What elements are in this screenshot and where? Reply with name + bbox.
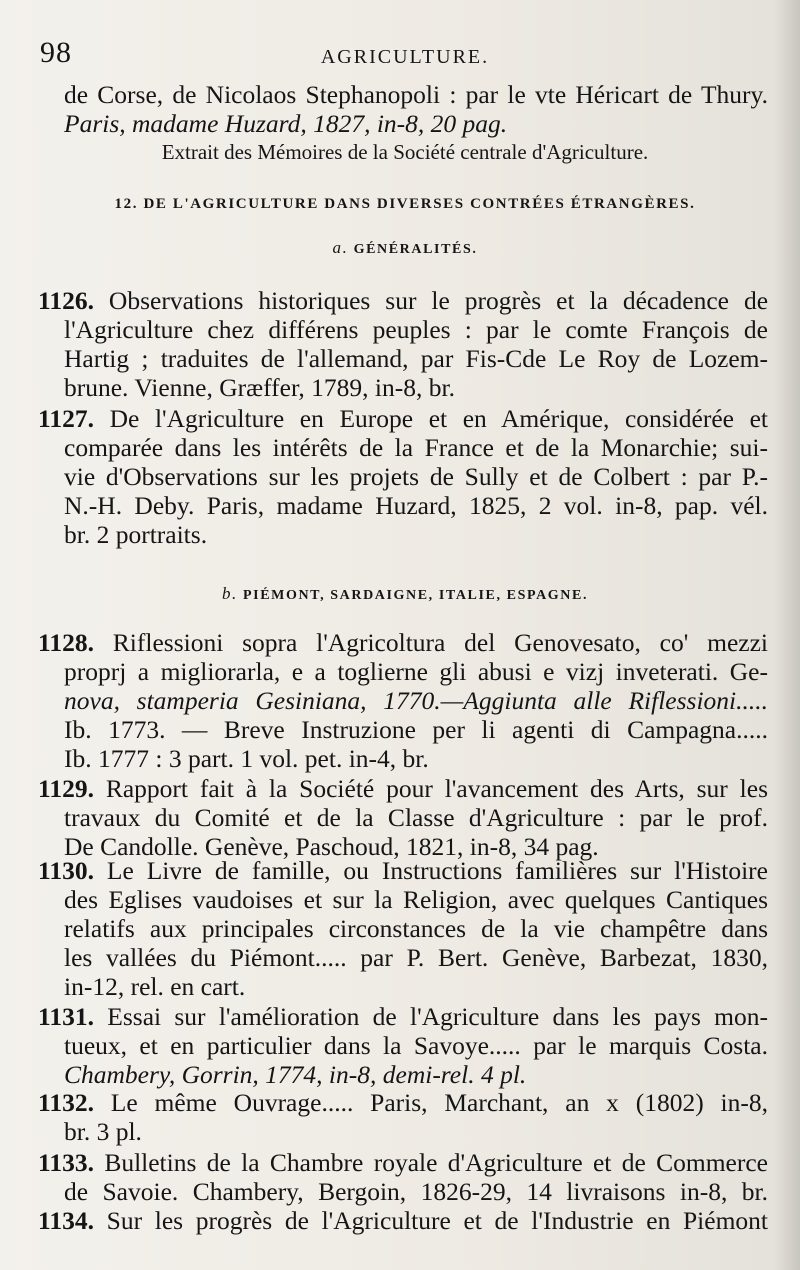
entry-line: De l'Agriculture en Europe et en Amérique, considérée et xyxy=(109,404,768,433)
entry-line: Chambery, Gorrin, 1774, in-8, demi-rel. 4 pl. xyxy=(64,1060,527,1089)
section-title: 12. DE L'AGRICULTURE DANS DIVERSES CONTRÉES ÉTRANGÈRES. xyxy=(114,196,696,212)
entry-line: tueux, et en particulier dans la Savoye..... par le marquis Costa. xyxy=(64,1031,768,1060)
subsection-title: GÉNÉRALITÉS. xyxy=(353,242,478,257)
subsection-letter: a. xyxy=(332,238,349,257)
entry-number: 1133. xyxy=(38,1148,94,1177)
running-title: AGRICULTURE. xyxy=(320,46,490,68)
entry-number: 1131. xyxy=(38,1002,94,1031)
subsection-b-heading xyxy=(40,584,770,604)
entry-number: 1129. xyxy=(38,774,94,803)
entry-1131 xyxy=(38,1002,768,1089)
entry-1132 xyxy=(38,1088,768,1146)
entry-1134 xyxy=(38,1206,768,1235)
carryover-line: Paris, madame Huzard, 1827, in-8, 20 pag. xyxy=(64,109,508,138)
entry-line: l'Agriculture chez différens peuples : par le comte François de xyxy=(64,315,768,344)
entry-1128 xyxy=(38,628,768,773)
entry-1127 xyxy=(38,404,768,549)
page-header xyxy=(40,36,770,76)
entry-number: 1132. xyxy=(38,1088,94,1117)
entry-line: Ib. 1773. — Breve Instruzione per li agenti di Campagna..... xyxy=(64,715,768,744)
carryover-line: de Corse, de Nicolaos Stephanopoli : par le vte Héricart de Thury. xyxy=(64,80,768,109)
page-edge-shadow xyxy=(774,0,800,1270)
entry-line: br. 3 pl. xyxy=(64,1117,142,1146)
entry-line: Bulletins de la Chambre royale d'Agriculture et de Commerce xyxy=(104,1148,768,1177)
entry-line: De Candolle. Genève, Paschoud, 1821, in-8, 34 pag. xyxy=(64,832,599,861)
entry-1133 xyxy=(38,1148,768,1206)
entry-line: Essai sur l'amélioration de l'Agriculture dans les pays mon- xyxy=(107,1002,768,1031)
page-number: 98 xyxy=(40,36,72,69)
entry-number: 1126. xyxy=(38,286,94,315)
entry-1130 xyxy=(38,856,768,1001)
entry-line: in-12, rel. en cart. xyxy=(64,972,246,1001)
entry-line: vie d'Observations sur les projets de Sully et de Colbert : par P.- xyxy=(64,462,768,491)
entry-line: relatifs aux principales circonstances de la vie champêtre dans xyxy=(64,914,768,943)
extract-note: Extrait des Mémoires de la Société centrale d'Agriculture. xyxy=(161,140,649,164)
entry-line: br. 2 portraits. xyxy=(64,520,208,549)
entry-line: Riflessioni sopra l'Agricoltura del Genovesato, co' mezzi xyxy=(112,628,768,657)
subsection-a-heading xyxy=(40,238,770,258)
entry-line: Sur les progrès de l'Agriculture et de l'Industrie en Piémont xyxy=(106,1206,768,1235)
entry-line: N.-H. Deby. Paris, madame Huzard, 1825, 2 vol. in-8, pap. vél. xyxy=(64,491,768,520)
entry-line: Ib. 1777 : 3 part. 1 vol. pet. in-4, br. xyxy=(64,744,429,773)
entry-1129 xyxy=(38,774,768,861)
entry-line: Rapport fait à la Société pour l'avancement des Arts, sur les xyxy=(105,774,768,803)
entry-line: brune. Vienne, Græffer, 1789, in-8, br. xyxy=(64,373,455,402)
entry-number: 1130. xyxy=(38,856,94,885)
entry-line: Le même Ouvrage..... Paris, Marchant, an x (1802) in-8, xyxy=(110,1088,768,1117)
entry-line: Hartig ; traduites de l'allemand, par Fis-Cde Le Roy de Lozem- xyxy=(64,344,768,373)
entry-line: des Eglises vaudoises et sur la Religion, avec quelques Cantiques xyxy=(64,885,768,914)
entry-1126 xyxy=(38,286,768,402)
subsection-title: PIÉMONT, SARDAIGNE, ITALIE, ESPAGNE. xyxy=(243,588,589,603)
carryover-entry xyxy=(38,80,768,138)
entry-number: 1128. xyxy=(38,628,94,657)
entry-line: nova, stamperia Gesiniana, 1770.—Aggiunta alle Riflessioni..... xyxy=(64,686,768,715)
entry-line: proprj a migliorarla, e a toglierne gli abusi e vizj inveterati. Ge- xyxy=(64,657,768,686)
entry-number: 1127. xyxy=(38,404,94,433)
entry-line: Le Livre de famille, ou Instructions familières sur l'Histoire xyxy=(106,856,768,885)
entry-line: comparée dans les intérêts de la France et de la Monarchie; sui- xyxy=(64,433,768,462)
entry-line: Observations historiques sur le progrès et la décadence de xyxy=(108,286,768,315)
entry-line: les vallées du Piémont..... par P. Bert. Genève, Barbezat, 1830, xyxy=(64,943,768,972)
entry-number: 1134. xyxy=(38,1206,94,1235)
entry-line: travaux du Comité et de la Classe d'Agriculture : par le prof. xyxy=(64,803,768,832)
subsection-letter: b. xyxy=(221,584,238,603)
entry-line: de Savoie. Chambery, Bergoin, 1826-29, 14 livraisons in-8, br. xyxy=(64,1177,768,1206)
